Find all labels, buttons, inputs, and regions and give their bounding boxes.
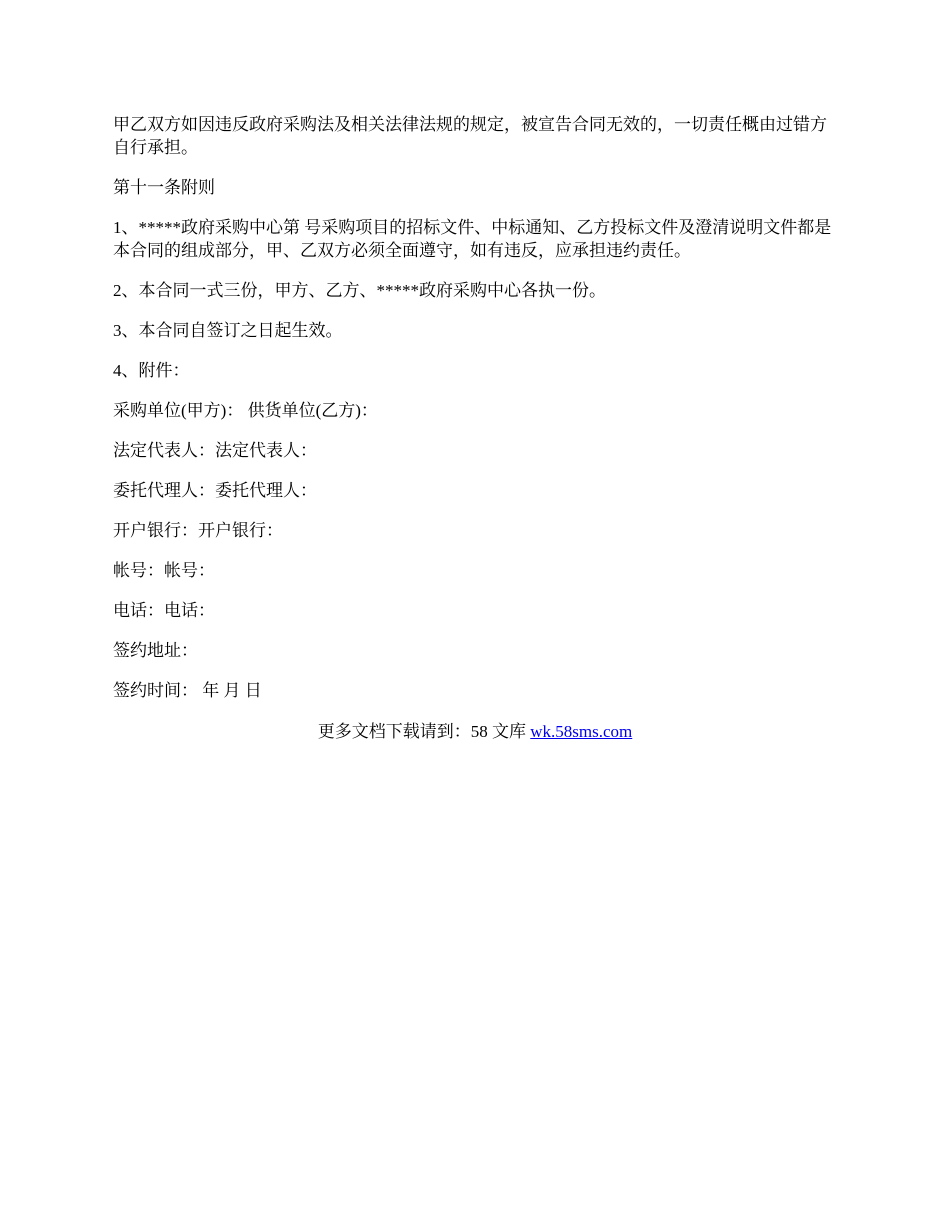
section-heading-article-11: 第十一条附则 <box>113 178 215 197</box>
signature-account: 帐号：帐号： <box>113 561 215 580</box>
signature-address: 签约地址： <box>113 641 198 660</box>
footer-link[interactable]: wk.58sms.com <box>530 722 633 741</box>
signature-bank: 开户银行：开户银行： <box>113 521 283 540</box>
document-body <box>113 113 843 719</box>
signature-date: 签约时间： 年 月 日 <box>113 681 262 700</box>
download-footer <box>0 720 950 743</box>
footer-text: 更多文档下载请到：58 文库 <box>317 722 531 741</box>
signature-agent: 委托代理人：委托代理人： <box>113 481 317 500</box>
paragraph-clause-4: 4、附件： <box>113 361 190 380</box>
paragraph-clause-3: 3、本合同自签订之日起生效。 <box>113 321 343 340</box>
paragraph-clause-1: 1、*****政府采购中心第 号采购项目的招标文件、中标通知、乙方投标文件及澄清说明文件都是本合同的组成部分，甲、乙双方必须全面遵守，如有违反，应承担违约责任。 <box>113 218 832 260</box>
paragraph-clause-2: 2、本合同一式三份，甲方、乙方、*****政府采购中心各执一份。 <box>113 281 606 300</box>
signature-legal-rep: 法定代表人：法定代表人： <box>113 441 317 460</box>
signature-units: 采购单位(甲方)： 供货单位(乙方)： <box>113 401 378 420</box>
paragraph-liability: 甲乙双方如因违反政府采购法及相关法律法规的规定，被宣告合同无效的，一切责任概由过错方自行承担。 <box>113 115 827 157</box>
signature-phone: 电话：电话： <box>113 601 215 620</box>
